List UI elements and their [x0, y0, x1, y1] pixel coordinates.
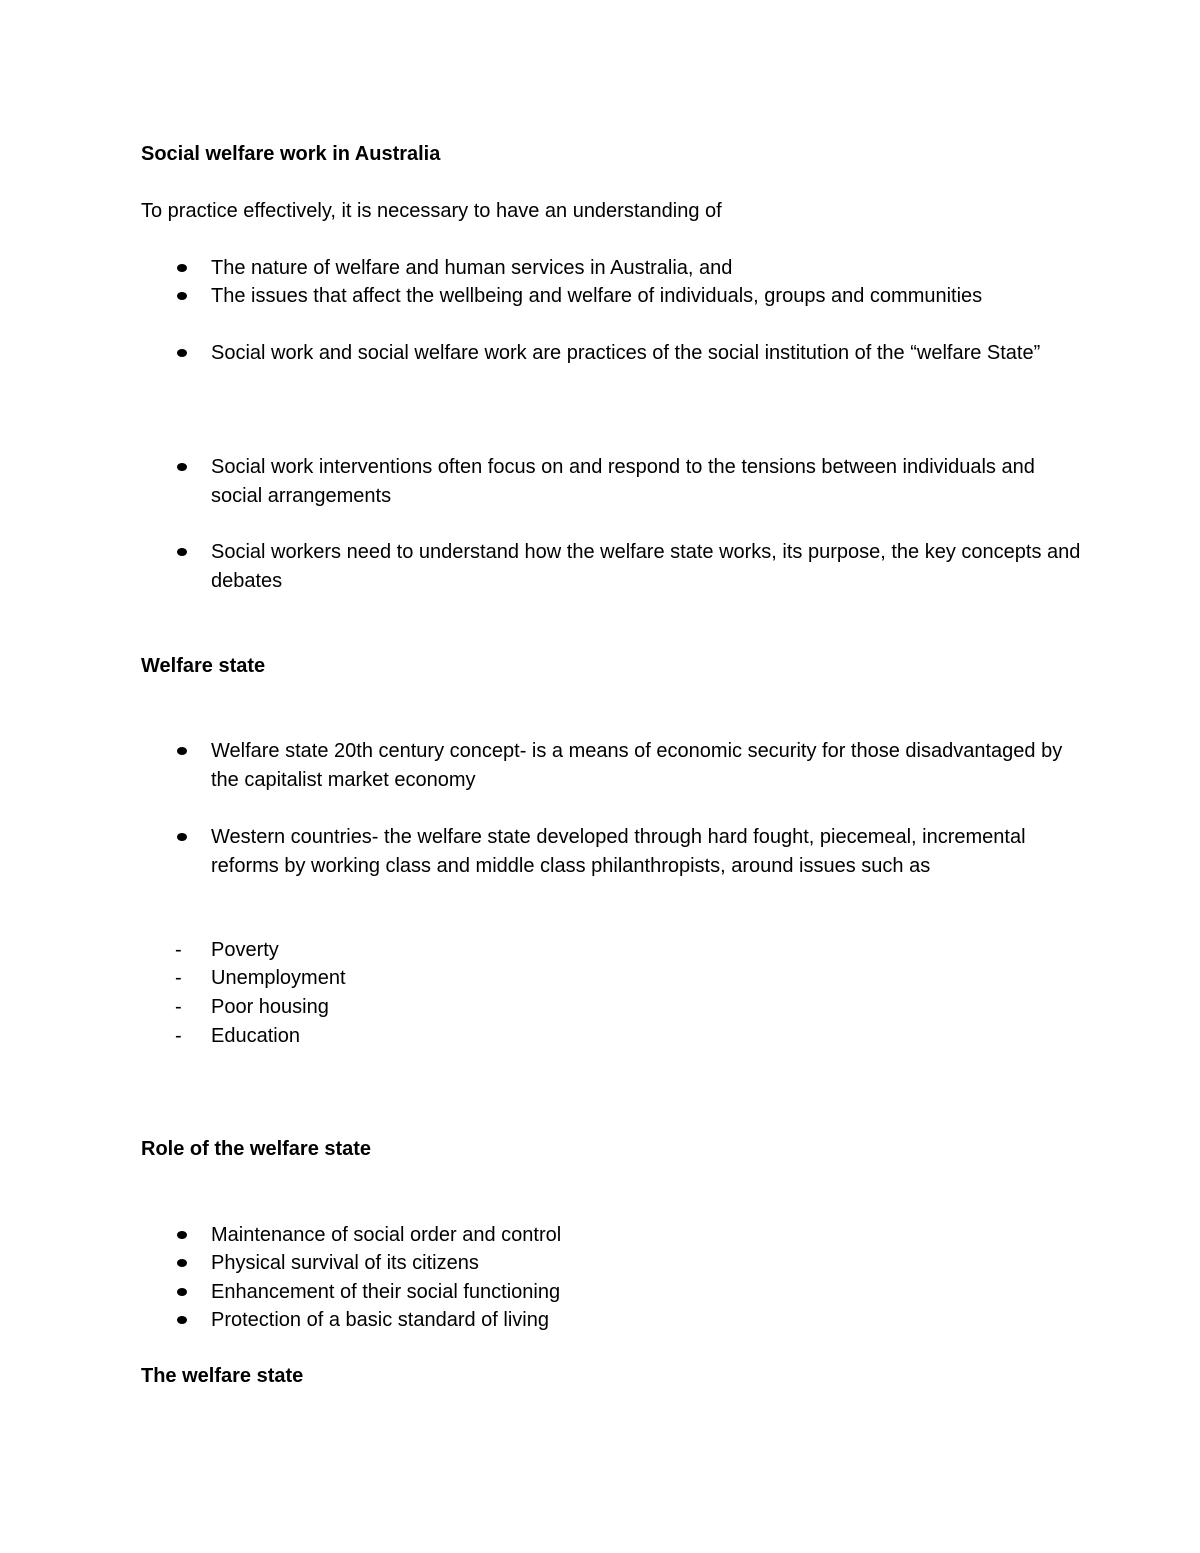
dash-item-text: Poor housing — [211, 996, 329, 1018]
section-heading-the-welfare-state: The welfare state — [141, 1365, 304, 1387]
dash-marker: - — [175, 1025, 182, 1047]
list-item-text: Enhancement of their social functioning — [211, 1281, 561, 1303]
section-heading-social-welfare-work: Social welfare work in Australia — [141, 143, 441, 165]
section-heading-role-of-welfare-state: Role of the welfare state — [141, 1138, 372, 1160]
bullet-icon — [177, 747, 187, 755]
list-item-text: Social work interventions often focus on and respond to the tensions between individuals and social arrangements — [211, 456, 1035, 507]
list-item-text: Western countries- the welfare state developed through hard fought, piecemeal, incremental reforms by working class and middle class philanthropists, around issues such as — [211, 826, 1026, 877]
list-item-text: Welfare state 20th century concept- is a means of economic security for those disadvantaged by the capitalist market economy — [211, 740, 1063, 791]
list-item-text: The nature of welfare and human services in Australia, and — [211, 257, 733, 279]
bullet-icon — [177, 292, 187, 300]
bullet-icon — [177, 548, 187, 556]
bullet-icon — [177, 1316, 187, 1324]
list-item-text: Maintenance of social order and control — [211, 1224, 562, 1246]
dash-marker: - — [175, 939, 182, 961]
intro-paragraph: To practice effectively, it is necessary to have an understanding of — [141, 200, 722, 222]
list-item-text: Social work and social welfare work are practices of the social institution of the “welfare State” — [211, 342, 1041, 364]
dash-item-text: Poverty — [211, 939, 279, 961]
bullet-icon — [177, 1231, 187, 1239]
bullet-icon — [177, 833, 187, 841]
list-item-text: Social workers need to understand how the welfare state works, its purpose, the key concepts and debates — [211, 541, 1081, 592]
dash-marker: - — [175, 967, 182, 989]
dash-item-text: Unemployment — [211, 967, 346, 989]
bullet-icon — [177, 264, 187, 272]
list-item-text: Physical survival of its citizens — [211, 1252, 479, 1274]
list-item-text: The issues that affect the wellbeing and welfare of individuals, groups and communities — [211, 285, 983, 307]
list-item-text: Protection of a basic standard of living — [211, 1309, 549, 1331]
section-heading-welfare-state: Welfare state — [141, 655, 266, 677]
bullet-icon — [177, 349, 187, 357]
dash-marker: - — [175, 996, 182, 1018]
bullet-icon — [177, 1259, 187, 1267]
bullet-icon — [177, 463, 187, 471]
bullet-icon — [177, 1288, 187, 1296]
dash-item-text: Education — [211, 1025, 300, 1047]
